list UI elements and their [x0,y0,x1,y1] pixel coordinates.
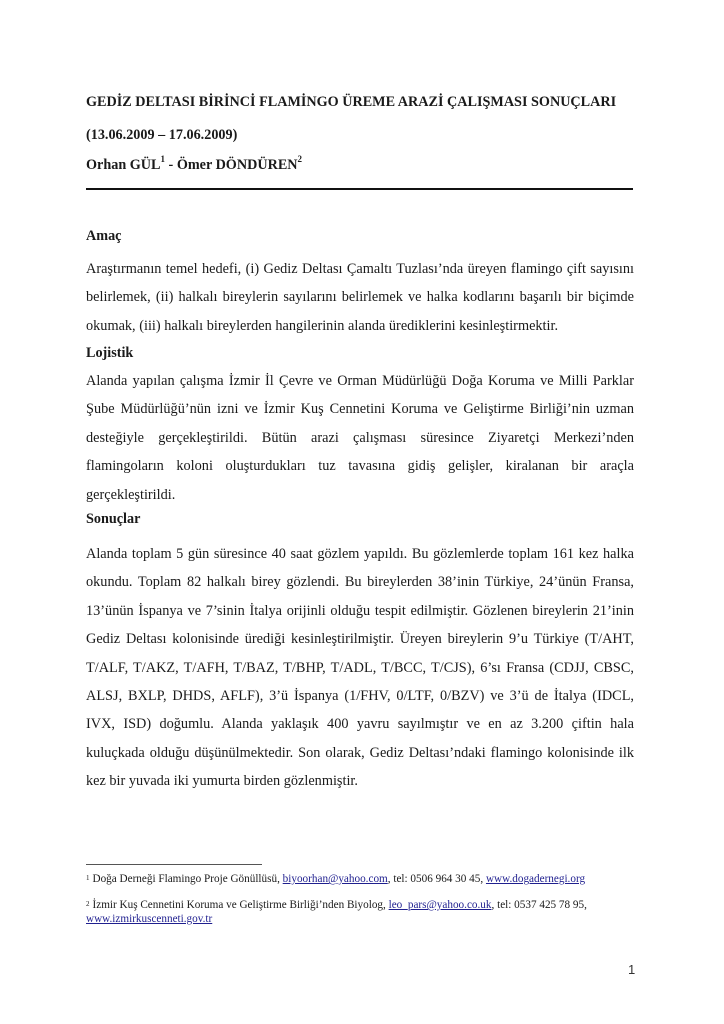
website-link[interactable]: www.izmirkuscenneti.gov.tr [86,913,213,925]
paragraph-line: Araştırmanın temel hedefi, (i) Gediz Deltası Çamaltı Tuzlası’nda üreyen flamingo çift sayısını [86,261,634,277]
paragraph-line: ALSJ, BXLP, DHDS, AFLF), 3’ü İspanya (1/FHV, 0/LTF, 0/BZV) ve 3’ü de İtalya (IDCL, [86,687,634,704]
document-dates: (13.06.2009 – 17.06.2009) [86,127,238,143]
footnote-divider [86,864,262,865]
authors-line [86,154,303,174]
paragraph-line: kuluçkada olduğu düşünülmektedir. Son olarak, Gediz Deltası’ndaki flamingo kolonisinde ilk [86,744,634,761]
paragraph-line: okumak, (iii) halkalı bireylerden hangilerinin alanda ürediklerini kesinleştirmektir. [86,317,559,334]
email-link[interactable]: leo_pars@yahoo.co.uk [388,899,492,911]
website-link[interactable]: www.dogadernegi.org [485,873,586,885]
section-heading-sonuclar: Sonuçlar [86,511,141,527]
email-link[interactable]: biyoorhan@yahoo.com [282,873,388,885]
paragraph-line: belirlemek, (ii) halkalı bireylerin sayılarını belirlemek ve halka kodlarını başarılı bir biçimde [86,289,634,306]
author-footnote-ref[interactable]: 1 [160,154,165,164]
page-number: 1 [628,962,636,977]
author-name: Orhan GÜL [86,157,161,173]
footnote-1 [86,872,585,886]
paragraph-line: 13’ünün İspanya ve 7’sinin İtalya orijinli olduğu tespit edilmiştir. Gözlenen bireylerin 21’inin [86,602,634,619]
footnote-text: Doğa Derneği Flamingo Proje Gönüllüsü, [92,873,283,885]
footnote-marker: 1 [86,874,90,882]
section-paragraph-amac [86,255,634,340]
title-divider [86,188,633,190]
paragraph-line: kez bir yuvada iki yumurta birden gözlenmiştir. [86,773,358,790]
paragraph-line: Şube Müdürlüğü’nün izni ve İzmir Kuş Cennetini Koruma ve Geliştirme Birliği’nin uzman [86,401,634,418]
paragraph-line: desteğiyle gerçekleştirildi. Bütün arazi çalışması süresince Ziyaretçi Merkezi’nden [86,429,634,446]
author-separator: - [165,157,177,173]
footnote-2 [86,898,587,926]
section-paragraph-lojistik [86,367,634,509]
author-name: Ömer DÖNDÜREN [176,157,298,173]
paragraph-line: okundu. Toplam 82 halkalı birey gözlendi. Bu bireylerden 38’inin Türkiye, 24’ünün Fransa, [86,574,634,591]
paragraph-line: gerçekleştirildi. [86,486,176,503]
paragraph-line: Gediz Deltası kolonisinde ürediği kesinleştirilmiştir. Üreyen bireylerin 9’u Türkiye (T/AHT, [86,631,634,648]
footnote-marker: 2 [86,900,90,908]
footnote-text: , tel: 0506 964 30 45, [387,873,486,885]
document-title: GEDİZ DELTASI BİRİNCİ FLAMİNGO ÜREME ARAZİ ÇALIŞMASI SONUÇLARI [86,94,617,110]
paragraph-line: Alanda toplam 5 gün süresince 40 saat gözlem yapıldı. Bu gözlemlerde toplam 161 kez halka [86,546,634,562]
author-footnote-ref[interactable]: 2 [297,154,303,164]
footnote-text: İzmir Kuş Cennetini Koruma ve Geliştirme Birliği’nden Biyolog, [92,899,389,911]
footnote-text: , tel: 0537 425 78 95, [491,899,587,911]
paragraph-line: T/ALF, T/AKZ, T/AFH, T/BAZ, T/BHP, T/ADL, T/BCC, T/CJS), 6’sı Fransa (CDJJ, CBSC, [86,659,634,676]
paragraph-line: Alanda yapılan çalışma İzmir İl Çevre ve Orman Müdürlüğü Doğa Koruma ve Milli Parklar [86,373,634,389]
section-heading-amac: Amaç [86,228,122,244]
section-paragraph-sonuclar [86,540,634,796]
paragraph-line: IVX, ISD) doğumlu. Alanda yaklaşık 400 yavru sayılmıştır ve en az 3.200 çiftin hala [86,716,634,733]
paragraph-line: flamingoların koloni oluşturdukları tuz tavasına gidiş gelişler, kiralanan bir araçla [86,458,634,475]
section-heading-lojistik: Lojistik [86,345,134,361]
